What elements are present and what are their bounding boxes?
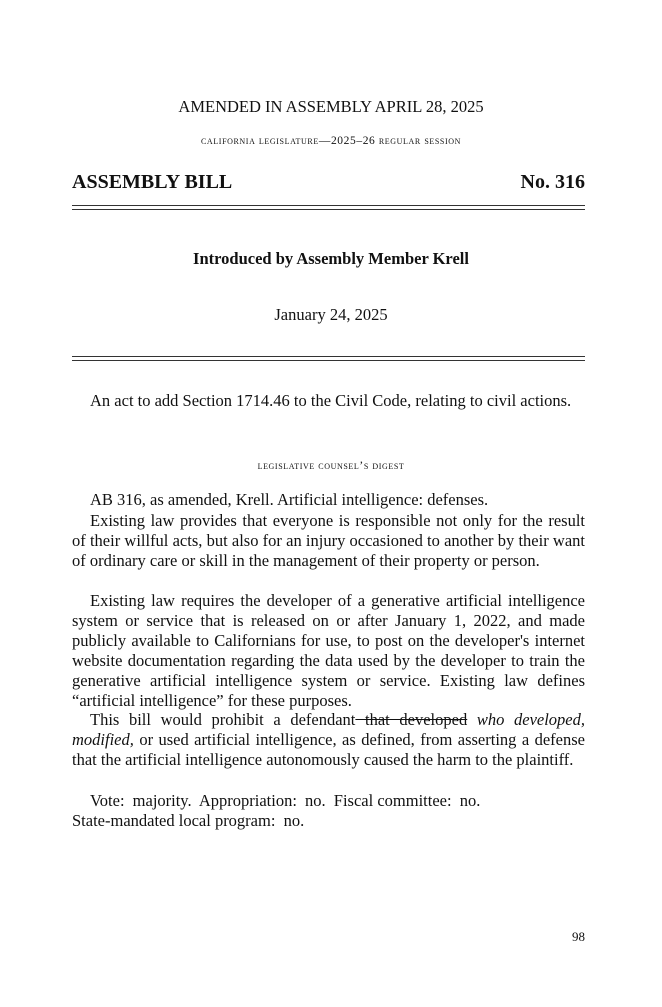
digest-paragraph-3 bbox=[72, 710, 585, 770]
introduction-date: January 24, 2025 bbox=[274, 305, 388, 324]
vote-value: majority. bbox=[132, 791, 192, 810]
fiscal-committee-label: Fiscal committee: bbox=[333, 791, 452, 810]
para3-text-end: or used artificial intelligence, as defined, from asserting a defense that the artificial intelligence autonomously caused the harm to the plaintiff. bbox=[72, 730, 585, 769]
state-mandated-value: no. bbox=[283, 811, 305, 830]
bill-type: ASSEMBLY BILL bbox=[72, 171, 233, 193]
state-mandated-line bbox=[72, 811, 585, 831]
intro-divider bbox=[72, 356, 585, 361]
vote-label: Vote: bbox=[90, 791, 125, 810]
introduced-by: Introduced by Assembly Member Krell bbox=[193, 249, 469, 268]
inserted-text: who developed, modified, bbox=[72, 710, 585, 749]
state-mandated-label: State-mandated local program: bbox=[72, 811, 276, 830]
vote-line bbox=[72, 791, 585, 811]
appropriation-value: no. bbox=[305, 791, 326, 810]
header-divider bbox=[72, 205, 585, 210]
page-number: 98 bbox=[572, 929, 585, 944]
digest-paragraph-1: Existing law provides that everyone is responsible not only for the result of their willful acts, but also for an injury occasioned to another by their want of ordinary care or skill in the management of their property or person. bbox=[72, 511, 585, 570]
act-description: An act to add Section 1714.46 to the Civil Code, relating to civil actions. bbox=[90, 391, 572, 410]
appropriation-label: Appropriation: bbox=[198, 791, 297, 810]
fiscal-committee-value: no. bbox=[459, 791, 481, 810]
bill-number: No. 316 bbox=[520, 171, 585, 193]
digest-heading: legislative counsel’s digest bbox=[257, 460, 405, 472]
digest-summary: AB 316, as amended, Krell. Artificial intelligence: defenses. bbox=[90, 490, 489, 509]
amended-date-line: AMENDED IN ASSEMBLY APRIL 28, 2025 bbox=[178, 97, 484, 116]
session-line: california legislature—2025–26 regular session bbox=[201, 135, 461, 147]
struck-text: that developed bbox=[355, 710, 468, 729]
para3-text-start: This bill would prohibit a defendant bbox=[90, 710, 356, 729]
digest-paragraph-2: Existing law requires the developer of a generative artificial intelligence system or service that is released on or after January 1, 2022, and made publicly available to Californians for use, to post on the developer's internet website documentation regarding the data used by the developer to train the generative artificial intelligence system or service. Existing law defines “artificial intelligence” for these purposes. bbox=[72, 591, 585, 710]
